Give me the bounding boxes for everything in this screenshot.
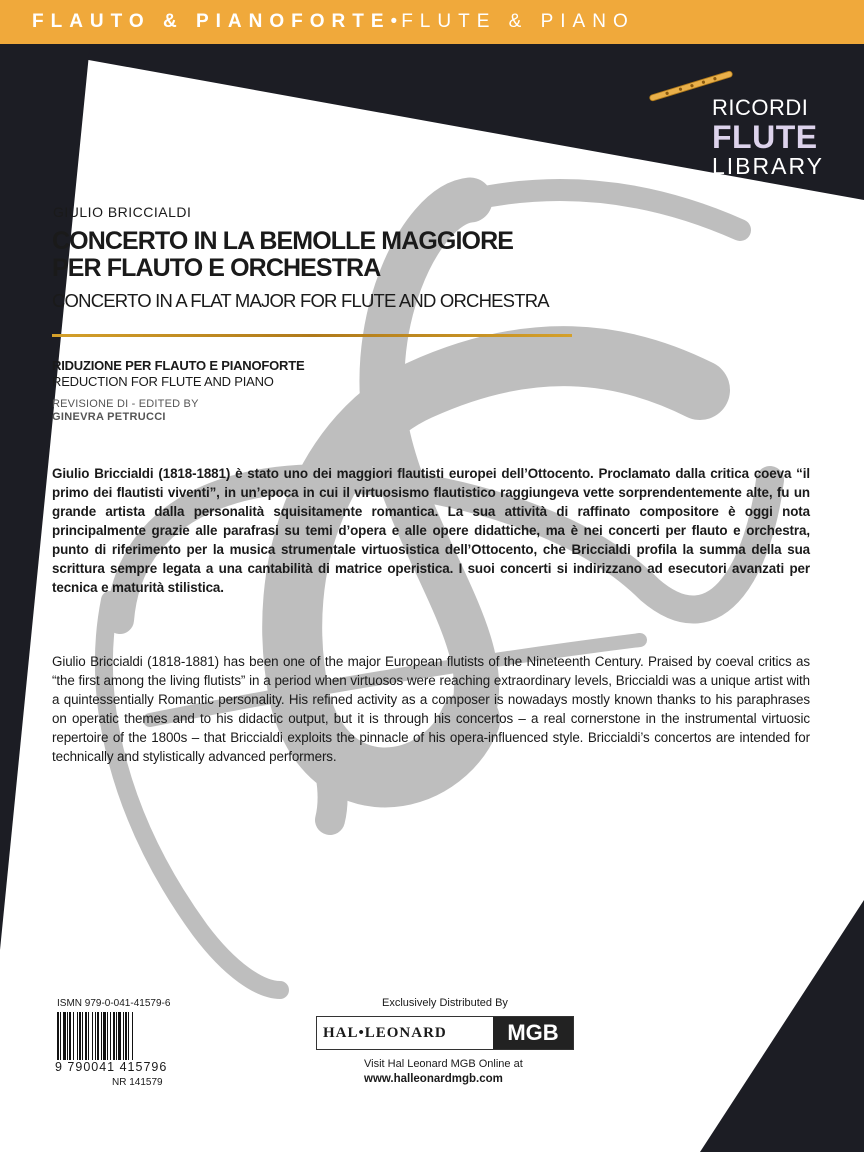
series-separator: • xyxy=(390,11,398,32)
logo-flute: FLUTE xyxy=(712,119,818,155)
bottom-right-dark-band xyxy=(700,900,864,1152)
reduction-english: REDUCTION FOR FLUTE AND PIANO xyxy=(52,374,274,389)
work-title-italian xyxy=(52,228,612,282)
visit-online-text: Visit Hal Leonard MGB Online at xyxy=(364,1058,523,1070)
distributor-url[interactable]: www.halleonardmgb.com xyxy=(364,1073,503,1085)
ricordi-flute-library-logo xyxy=(712,96,842,178)
description-italian: Giulio Briccialdi (1818-1881) è stato uno dei maggiori flautisti europei dell’Ottocento. Proclamato dalla critica coeva “il primo dei flautisti viventi”, in un’epoca in cui il virtuosismo flautistico raggiungeva vette sorprendentemente alte, fu un grande artista dalla personalità squisitamente romantica. La sua attività di raffinato compositore è oggi nota principalmente grazie alle parafrasi su temi d’opera e alle opere didattiche, ma è nei concerti per flauto e orchestra, punto di riferimento per la musica strumentale virtuosistica dell’Ottocento, che Briccialdi profila la summa della sua scrittura sempre legata a una cantabilità di matrice operistica. I suoi concerti si indirizzano ad esecutori avanzati per tecnica e maturità stilistica. xyxy=(52,466,810,595)
work-title-italian-line1: CONCERTO IN LA BEMOLLE MAGGIORE xyxy=(52,227,513,255)
barcode-number: 9 790041 415796 xyxy=(55,1060,168,1074)
edited-by-label: REVISIONE DI - EDITED BY xyxy=(52,398,199,410)
catalog-number: NR 141579 xyxy=(112,1077,163,1088)
composer-name: GIULIO BRICCIALDI xyxy=(53,204,192,220)
editor-name: GINEVRA PETRUCCI xyxy=(52,411,166,423)
description-english: Giulio Briccialdi (1818-1881) has been one of the major European flutists of the Nineteenth Century. Praised by coeval critics as “the first among the living flutists” in a period when virtuosos were reaching extraordinary levels, Briccialdi was a unique artist with a quintessentially Romantic personality. His refined activity as a composer is nowadays mostly known thanks to his paraphrases on operatic themes and to his didactic output, but it is through his concertos – a real cornerstone in the instrumental virtuosic repertoire of the 1800s – that Briccialdi exploits the pinnacle of his opera-influenced style. Briccialdi’s concertos are intended for technically and stylistically advanced performers. xyxy=(52,654,810,764)
series-title-italian: FLAUTO & PIANOFORTE xyxy=(32,11,391,32)
ismn-number: ISMN 979-0-041-41579-6 xyxy=(57,998,171,1009)
reduction-italian: RIDUZIONE PER FLAUTO E PIANOFORTE xyxy=(52,358,305,373)
distribution-label: Exclusively Distributed By xyxy=(382,997,508,1009)
series-title-english: FLUTE & PIANO xyxy=(401,11,635,32)
gold-divider xyxy=(52,334,572,337)
barcode xyxy=(57,1012,167,1062)
work-title-italian-line2: PER FLAUTO E ORCHESTRA xyxy=(52,254,381,282)
hal-leonard-wordmark: HAL•LEONARD xyxy=(323,1024,447,1041)
logo-ricordi: RICORDI xyxy=(712,95,809,120)
series-header-bar xyxy=(0,0,864,44)
mgb-wordmark: MGB xyxy=(493,1017,573,1049)
logo-library: LIBRARY xyxy=(712,153,825,179)
hal-leonard-mgb-logo xyxy=(316,1016,574,1050)
work-title-english: CONCERTO IN A FLAT MAJOR FOR FLUTE AND ORCHESTRA xyxy=(52,290,549,311)
